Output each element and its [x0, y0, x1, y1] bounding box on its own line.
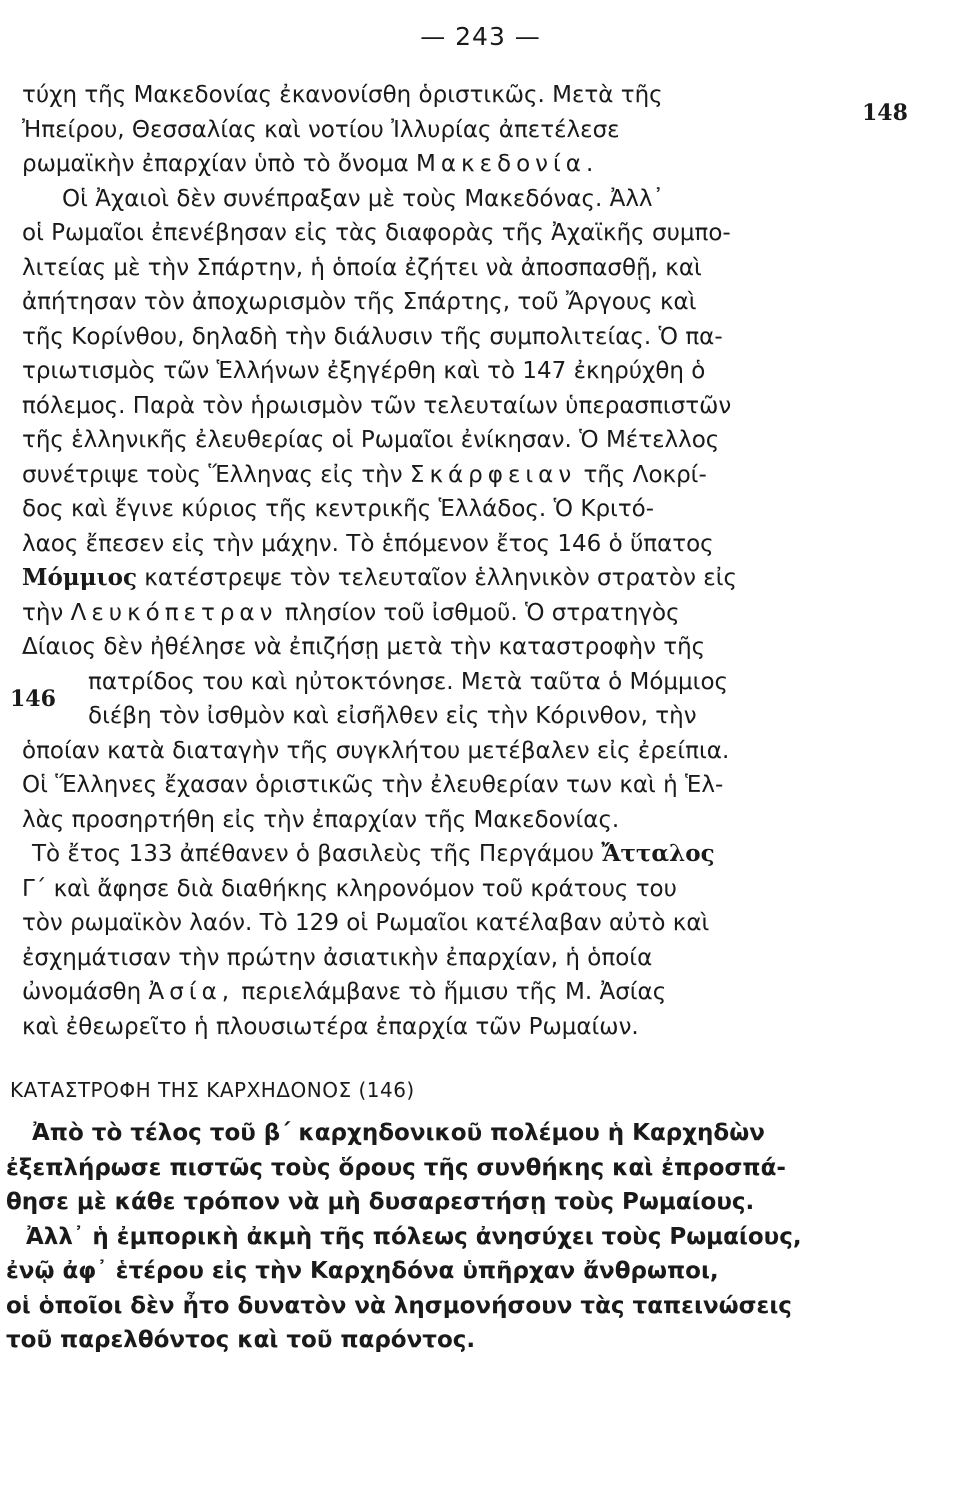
text-line: λιτείας μὲ τὴν Σπάρτην, ἡ ὁποία ἐζήτει νὰ ἀποσπασθῇ, καὶ — [22, 255, 702, 281]
margin-year-148: 148 — [862, 100, 908, 126]
text-line: ἐξεπλήρωσε πιστῶς τοὺς ὅρους τῆς συνθήκης καὶ ἐπροσπά- — [6, 1155, 786, 1181]
text-line: Ἀπὸ τὸ τέλος τοῦ β΄ καρχηδονικοῦ πολέμου ἡ Καρχηδὼν — [32, 1120, 765, 1146]
spaced-term: Λευκόπετραν — [70, 600, 278, 626]
text-line: λαος ἔπεσεν εἰς τὴν μάχην. Τὸ ἑπόμενον ἔτος 146 ὁ ὕπατος — [22, 531, 714, 557]
text-line: διέβη τὸν ἰσθμὸν καὶ εἰσῆλθεν εἰς τὴν Κόρινθον, τὴν — [88, 703, 697, 729]
margin-year-146: 146 — [10, 686, 56, 712]
text-line: πόλεμος. Παρὰ τὸν ἡρωισμὸν τῶν τελευταίων ὑπερασπιστῶν — [22, 393, 732, 419]
text-line: τοῦ παρελθόντος καὶ τοῦ παρόντος. — [6, 1327, 476, 1353]
text-segment: περιελάμβανε τὸ ἥμισυ τῆς Μ. Ἀσίας — [241, 979, 667, 1005]
text-line: ἐσχημάτισαν τὴν πρώτην ἀσιατικὴν ἐπαρχίαν, ἡ ὁποία — [22, 945, 653, 971]
text-line: ἀπήτησαν τὸν ἀποχωρισμὸν τῆς Σπάρτης, τοῦ Ἄργους καὶ — [22, 289, 697, 315]
text-segment: συνέτριψε τοὺς Ἕλληνας εἰς τὴν — [22, 462, 403, 488]
text-line: λὰς προσηρτήθη εἰς τὴν ἐπαρχίαν τῆς Μακεδονίας. — [22, 807, 620, 833]
text-segment: Τὸ ἔτος 133 ἀπέθανεν ὁ βασιλεὺς τῆς Περγάμου — [32, 841, 595, 867]
text-line: καὶ ἐθεωρεῖτο ἡ πλουσιωτέρα ἐπαρχία τῶν Ρωμαίων. — [22, 1014, 639, 1040]
text-segment: τῆς Λοκρί- — [583, 462, 707, 488]
text-line: Ἀλλ᾽ ἡ ἐμπορικὴ ἀκμὴ τῆς πόλεως ἀνησύχει τοὺς Ρωμαίους, — [26, 1224, 802, 1250]
text-segment: τὴν — [22, 600, 64, 626]
text-line — [22, 563, 737, 593]
text-line: τῆς ἑλληνικῆς ἐλευθερίας οἱ Ρωμαῖοι ἐνίκησαν. Ὁ Μέτελλος — [22, 427, 720, 453]
text-line — [22, 977, 666, 1007]
text-line — [22, 598, 680, 628]
text-line: θησε μὲ κάθε τρόπον νὰ μὴ δυσαρεστήσῃ τοὺς Ρωμαίους. — [6, 1189, 755, 1215]
text-segment: ὠνομάσθη — [22, 979, 142, 1005]
text-segment: ρωμαϊκὴν ἐπαρχίαν ὑπὸ τὸ ὄνομα — [22, 151, 409, 177]
text-line: Ἠπείρου, Θεσσαλίας καὶ νοτίου Ἰλλυρίας ἀπετέλεσε — [22, 117, 620, 143]
spaced-term: Μακεδονία. — [416, 151, 599, 177]
text-line — [22, 460, 707, 490]
text-line: πατρίδος του καὶ ηὐτοκτόνησε. Μετὰ ταῦτα ὁ Μόμμιος — [88, 669, 729, 695]
text-line: Οἱ Ἕλληνες ἔχασαν ὁριστικῶς τὴν ἐλευθερίαν των καὶ ἡ Ἑλ- — [22, 772, 724, 798]
section-heading: ΚΑΤΑΣΤΡΟΦΗ ΤΗΣ ΚΑΡΧΗΔΟΝΟΣ (146) — [10, 1078, 415, 1102]
bold-name: Μόμμιος — [22, 564, 137, 591]
text-line: τὸν ρωμαϊκὸν λαόν. Τὸ 129 οἱ Ρωμαῖοι κατέλαβαν αὐτὸ καὶ — [22, 910, 710, 936]
bold-name: Ἄτταλος — [601, 840, 715, 867]
spaced-term: Ἀσία, — [148, 979, 235, 1005]
text-line: οἱ Ρωμαῖοι ἐπενέβησαν εἰς τὰς διαφορὰς τῆς Ἀχαϊκῆς συμπο- — [22, 220, 731, 246]
text-line: Οἱ Ἀχαιοὶ δὲν συνέπραξαν μὲ τοὺς Μακεδόνας. Ἀλλ᾽ — [62, 186, 665, 212]
text-segment: πλησίον τοῦ ἰσθμοῦ. Ὁ στρατηγὸς — [284, 600, 680, 626]
text-line — [32, 839, 715, 869]
text-segment: κατέστρεψε τὸν τελευταῖον ἑλληνικὸν στρατὸν εἰς — [144, 565, 737, 591]
text-line: ἐνῷ ἀφ᾽ ἑτέρου εἰς τὴν Καρχηδόνα ὑπῆρχαν ἄνθρωποι, — [6, 1258, 719, 1284]
page-number: — 243 — — [420, 22, 541, 51]
text-line: τύχη τῆς Μακεδονίας ἐκανονίσθη ὁριστικῶς. Μετὰ τῆς — [22, 82, 663, 108]
text-line: οἱ ὁποῖοι δὲν ἦτο δυνατὸν νὰ λησμονήσουν τὰς ταπεινώσεις — [6, 1293, 792, 1319]
text-line: τῆς Κορίνθου, δηλαδὴ τὴν διάλυσιν τῆς συμπολιτείας. Ὁ πα- — [22, 324, 723, 350]
text-line: Γ΄ καὶ ἄφησε διὰ διαθήκης κληρονόμον τοῦ κράτους του — [22, 876, 677, 902]
text-line: Δίαιος δὲν ἠθέλησε νὰ ἐπιζήσῃ μετὰ τὴν καταστροφὴν τῆς — [22, 634, 706, 660]
text-line: τριωτισμὸς τῶν Ἑλλήνων ἐξηγέρθη καὶ τὸ 147 ἐκηρύχθη ὁ — [22, 358, 706, 384]
text-line: δος καὶ ἔγινε κύριος τῆς κεντρικῆς Ἑλλάδος. Ὁ Κριτό- — [22, 496, 655, 522]
text-line — [22, 149, 598, 179]
spaced-term: Σκάρφειαν — [409, 462, 577, 488]
text-line: ὁποίαν κατὰ διαταγὴν τῆς συγκλήτου μετέβαλεν εἰς ἐρείπια. — [22, 738, 730, 764]
